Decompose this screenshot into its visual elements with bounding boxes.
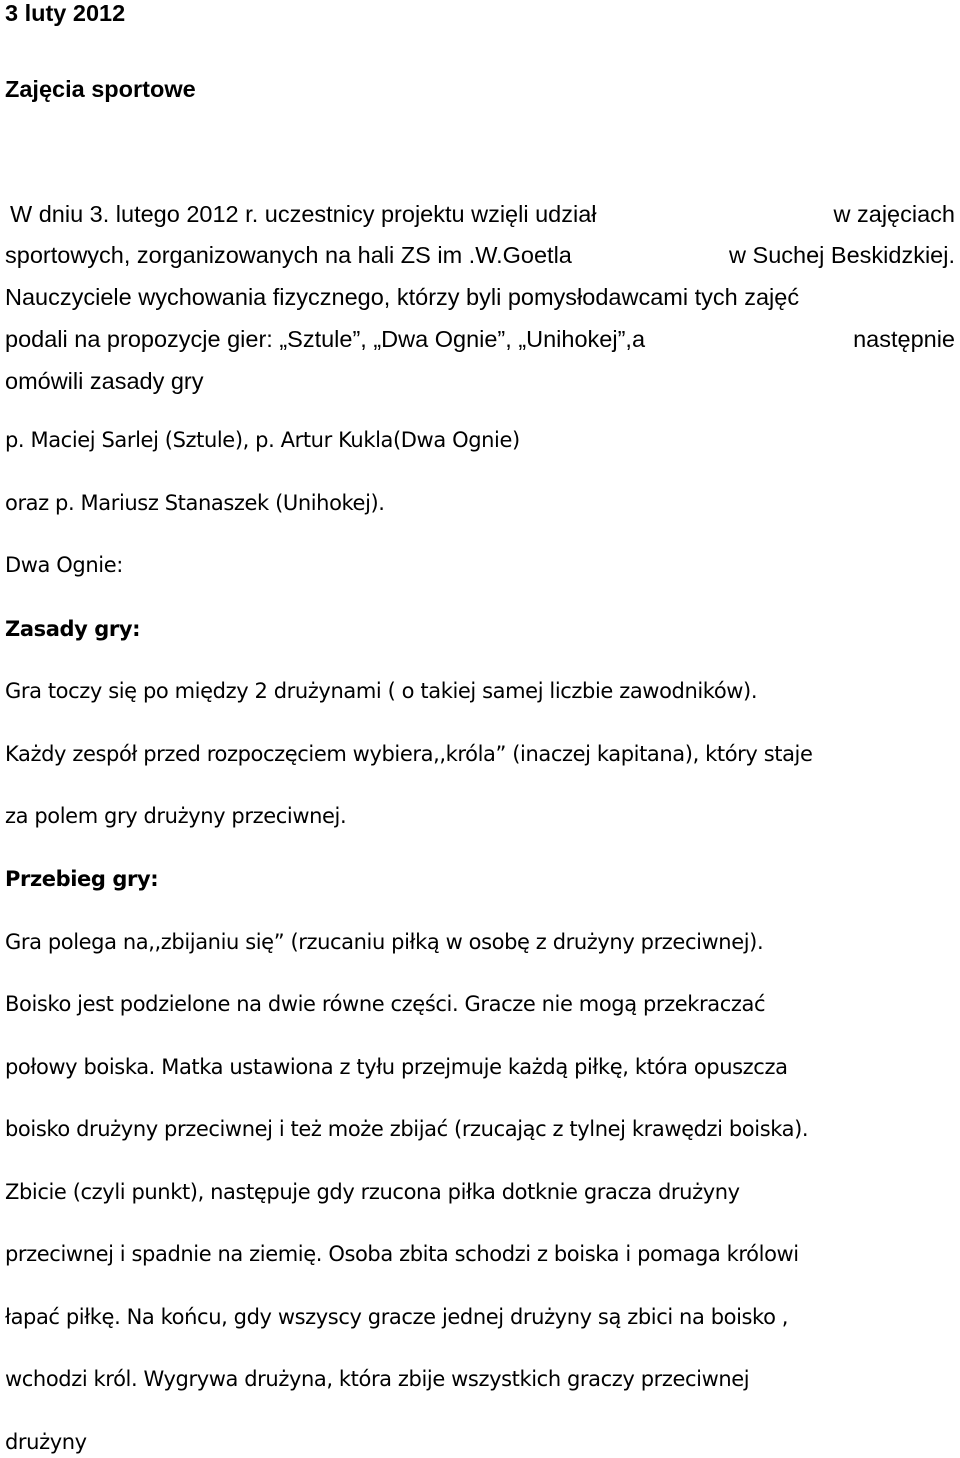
course-line: połowy boiska. Matka ustawiona z tyłu przejmuje każdą piłkę, która opuszcza [5,1055,788,1079]
intro-line-2-end: w Suchej Beskidzkiej. [729,242,955,268]
course-line: wchodzi król. Wygrywa drużyna, która zbije wszystkich graczy przeciwnej [5,1367,750,1391]
intro-line-4-main: podali na propozycje gier: „Sztule”, „Dwa Ognie”, „Unihokej”,a [5,326,646,352]
intro-line-4-end: następnie [853,326,955,352]
intro-line-3: Nauczyciele wychowania fizycznego, którzy byli pomysłodawcami tych zajęć [5,284,800,310]
intro-line-1 [5,203,955,227]
document-date: 3 luty 2012 [5,0,126,26]
course-line: Boisko jest podzielone na dwie równe części. Gracze nie mogą przekraczać [5,992,766,1016]
rules-line-2: Każdy zespół przed rozpoczęciem wybiera,,króla” (inaczej kapitana), który staje [5,742,813,766]
course-line: łapać piłkę. Na końcu, gdy wszyscy gracze jednej drużyny są zbici na boisko , [5,1305,789,1329]
course-heading: Przebieg gry: [5,867,159,891]
document-title: Zajęcia sportowe [5,76,196,102]
intro-line-5: omówili zasady gry [5,368,204,394]
course-line: przeciwnej i spadnie na ziemię. Osoba zbita schodzi z boiska i pomaga królowi [5,1242,799,1266]
intro-line-2 [5,244,955,268]
course-line: Zbicie (czyli punkt), następuje gdy rzucona piłka dotknie gracza drużyny [5,1180,740,1204]
rules-line-1: Gra toczy się po między 2 drużynami ( o takiej samej liczbie zawodników). [5,679,758,703]
course-line: drużyny [5,1430,87,1454]
game-name-heading: Dwa Ognie: [5,553,123,577]
intro-line-2-main: sportowych, zorganizowanych na hali ZS im .W.Goetla [5,242,572,268]
rules-heading: Zasady gry: [5,617,141,641]
teachers-line-1: p. Maciej Sarlej (Sztule), p. Artur Kukla(Dwa Ognie) [5,428,520,452]
course-line: Gra polega na,,zbijaniu się” (rzucaniu piłką w osobę z drużyny przeciwnej). [5,930,764,954]
intro-line-4 [5,328,955,352]
intro-line-1-main: W dniu 3. lutego 2012 r. uczestnicy projektu wzięli udział [10,201,597,227]
intro-line-1-end: w zajęciach [833,201,955,227]
course-line: boisko drużyny przeciwnej i też może zbijać (rzucając z tylnej krawędzi boiska). [5,1117,809,1141]
teachers-line-2: oraz p. Mariusz Stanaszek (Unihokej). [5,491,385,515]
rules-line-3: za polem gry drużyny przeciwnej. [5,804,347,828]
